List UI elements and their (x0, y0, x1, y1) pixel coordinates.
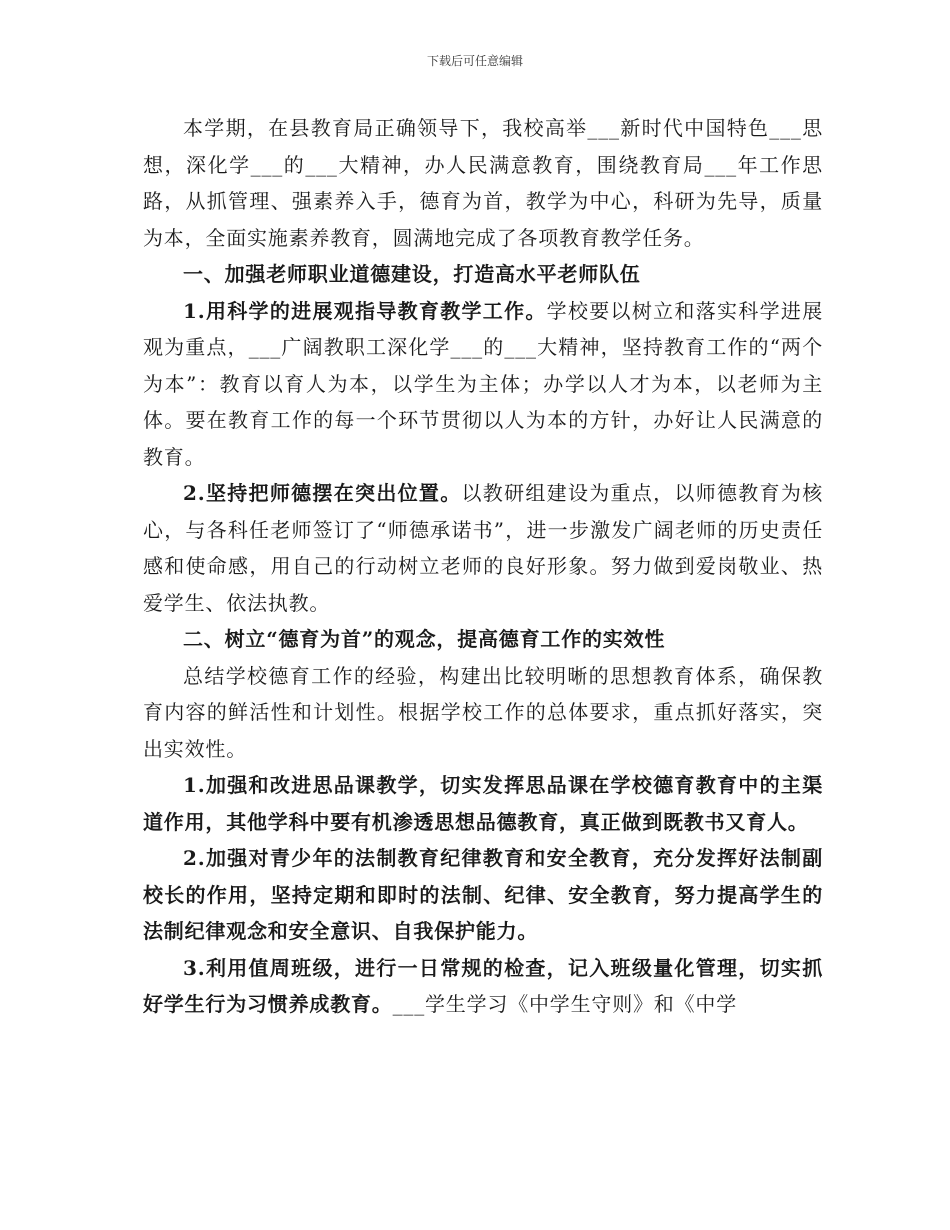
section1-heading: 一、加强老师职业道德建设，打造高水平老师队伍 (183, 262, 641, 286)
page-header: 下载后可任意编辑 (426, 54, 523, 68)
section1-item1-lead: 1.用科学的进展观指导教育教学工作。 (183, 298, 547, 323)
section2-item3-lead: 3.利用值周班级，进行一日常规的检查，记入班级量化管理，切实抓好学生行为习惯养成教育。 (143, 955, 823, 1016)
section2-item3-body: ___学生学习《中学生守则》和《中学 (392, 992, 738, 1016)
section1-item2-lead: 2.坚持把师德摆在突出位置。 (183, 481, 462, 505)
document-body (143, 110, 823, 1023)
section2-item1: 1.加强和改进思品课教学，切实发挥思品课在学校德育教育中的主渠道作用，其他学科中要有机渗透思想品德教育，真正做到既教书又育人。 (143, 773, 823, 834)
section2-heading: 二、树立“德育为首”的观念，提高德育工作的实效性 (183, 627, 666, 651)
section1-item2-body: 以教研组建设为重点，以师德教育为核心，与各科任老师签订了“师德承诺书”，进一步激发广阔老师的历史责任感和使命感，用自己的行动树立老师的良好形象。努力做到爱岗敬业、热爱学生、依法执教。 (143, 481, 823, 615)
section2-item3 (143, 950, 823, 1023)
section1-item2 (143, 475, 823, 621)
section1-item1-body: 学校要以树立和落实科学进展观为重点，___广阔教职工深化学___的___大精神，坚持教育工作的“两个为本”：教育以育人为本，以学生为主体；办学以人才为本，以老师为主体。要在教育工作的每一个环节贯彻以人为本的方针，办好让人民满意的教育。 (143, 298, 823, 469)
intro-paragraph: 本学期，在县教育局正确领导下，我校高举___新时代中国特色___思想，深化学___的___大精神，办人民满意教育，围绕教育局___年工作思路，从抓管理、强素养入手，德育为首，教学为中心，科研为先导，质量为本，全面实施素养教育，圆满地完成了各项教育教学任务。 (143, 116, 823, 250)
section2-item2: 2.加强对青少年的法制教育纪律教育和安全教育，充分发挥好法制副校长的作用，坚持定期和即时的法制、纪律、安全教育，努力提高学生的法制纪律观念和安全意识、自我保护能力。 (143, 846, 823, 943)
section1-item1 (143, 293, 823, 476)
section2-intro: 总结学校德育工作的经验，构建出比较明晰的思想教育体系，确保教育内容的鲜活性和计划性。根据学校工作的总体要求，重点抓好落实，突出实效性。 (143, 663, 823, 761)
